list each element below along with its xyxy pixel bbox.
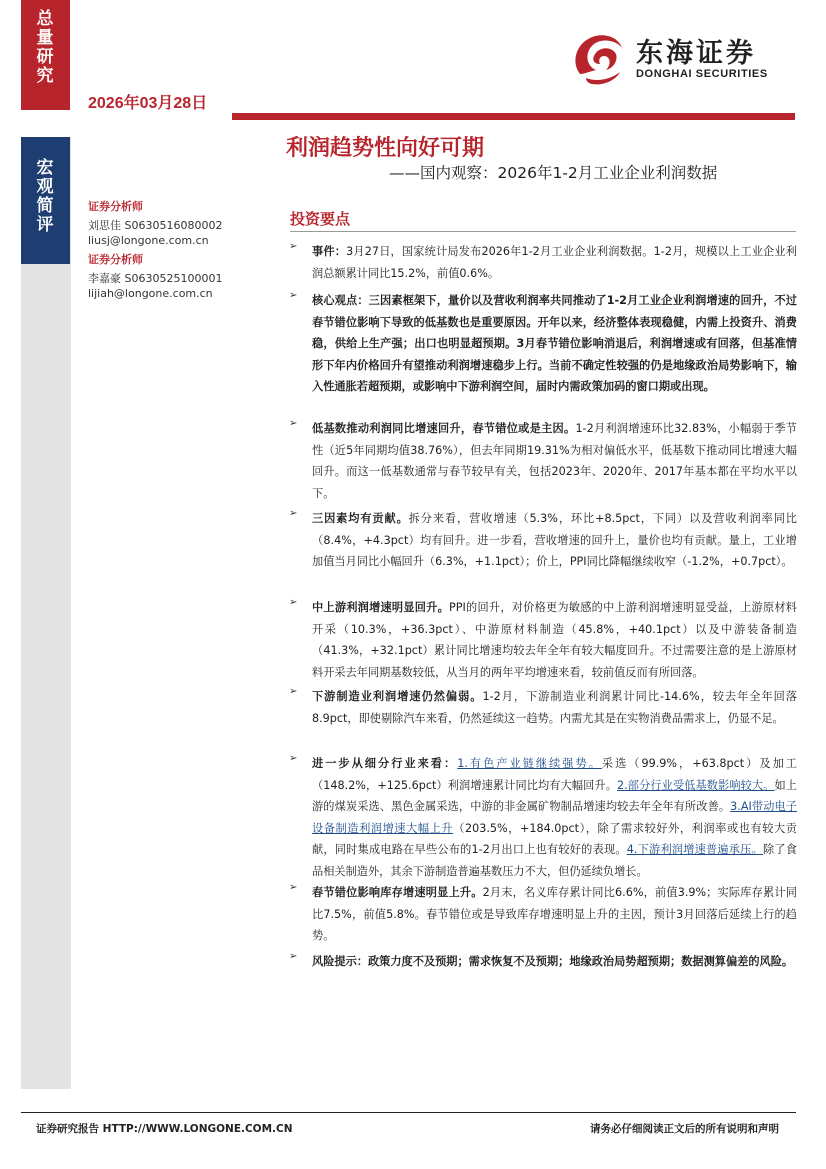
analyst-name-1: 刘思佳 S0630516080002	[88, 219, 223, 232]
report-category-block	[21, 137, 70, 264]
analyst-email-2[interactable]: lijiah@longone.com.cn	[88, 287, 213, 300]
logo-text-en: DONGHAI SECURITIES	[636, 68, 768, 80]
bullet-lead: 事件：	[312, 245, 347, 258]
bullet-lead: 春节错位影响库存增速明显上升。	[312, 886, 483, 899]
bullet-text	[312, 686, 797, 729]
bullet-lead: 下游制造业利润增速仍然偏弱。	[312, 690, 483, 703]
bullet-body: 拆分来看，营收增速（5.3%，环比+8.5pct，下同）以及营收利润率同比（8.4%，+4.3pct）均有回升。进一步看，营收增速的回升上，量价也均有贡献。量上，工业增加值当月同比小幅回升（6.3%，+1.1pct）；价上，PPI同比降幅继续收窄（-1.2%，+0.7pct）。	[312, 512, 797, 569]
company-logo	[566, 28, 796, 88]
bullet-lead: 中上游利润增速明显回升。	[312, 601, 450, 614]
analyst-name-2: 李嘉豪 S0630525100001	[88, 272, 223, 285]
bullet-lead: 低基数推动利润同比增速回升，春节错位或是主因。	[312, 422, 576, 435]
arrow-bullet-icon: ➢	[289, 686, 298, 697]
bullet-body: 2月末，名义库存累计同比6.6%，前值3.9%；实际库存累计同比7.5%，前值5.8%。春节错位或是导致库存增速明显上升的主因，预计3月回落后延续上行的趋势。	[312, 886, 797, 943]
report-type-block	[21, 0, 70, 110]
analyst-heading-1: 证券分析师	[88, 200, 143, 213]
bullet-body: PPI的回升，对价格更为敏感的中上游利润增速明显受益，上游原材料开采（10.3%，+36.3pct）、中游原材料制造（45.8%，+40.1pct）以及中游装备制造（41.3%，+32.1pct）累计同比增速均较去年全年有较大幅度回升。不过需要注意的是上游原材料开采去年同期基数较低，从当月的两年平均增速来看，较前值反而有所回落。	[312, 601, 797, 679]
bullet-text	[312, 508, 797, 573]
arrow-bullet-icon: ➢	[289, 290, 298, 301]
bullet-lead: 进一步从细分行业来看：	[312, 757, 458, 770]
bullet-body: 1-2月，下游制造业利润累计同比-14.6%，较去年全年回落8.9pct，即使剔除汽车来看，仍然延续这一趋势。内需尤其是在实物消费品需求上，仍显不足。	[312, 690, 797, 725]
sub-point-1-body: 采选（99.9%，+63.8pct）及加工（148.2%，+125.6pct）利润增速累计同比均有大幅回升。	[312, 757, 797, 792]
report-type-label: 总量研究	[36, 9, 54, 86]
bullet-lead: 风险提示：政策力度不及预期；需求恢复不及预期；地缘政治局势超预期；数据测算偏差的风险。	[312, 955, 794, 968]
sub-point-3: 3.AI带动电子设备制造利润增速大幅上升	[312, 800, 797, 835]
donghai-logo-icon	[566, 28, 630, 86]
logo-text-cn: 东海证券	[636, 38, 756, 69]
bullet-lead: 核心观点：三因素框架下，量价以及营收利润率共同推动了1-2月工业企业利润增速的回升，不过春节错位影响下导致的低基数也是重要原因。开年以来，经济整体表现稳健，内需上投资升、消费稳，供给上生产强；出口也明显超预期。3月春节错位影响消退后，利润增速或有回落，但基准情形下年内价格回升有望推动利润增速稳步上行。当前不确定性较强的仍是地缘政治局势影响下，输入性通胀若超预期，或影响中下游利润空间，届时内需政策加码的窗口期或出现。	[312, 294, 797, 394]
footer-left[interactable]: 证券研究报告 HTTP://WWW.LONGONE.COM.CN	[36, 1123, 293, 1135]
arrow-bullet-icon: ➢	[289, 882, 298, 893]
bullet-body: 3月27日，国家统计局发布2026年1-2月工业企业利润数据。1-2月，规模以上工业企业利润总额累计同比15.2%，前值0.6%。	[312, 245, 797, 280]
bullet-text	[312, 882, 797, 947]
page-subtitle: ——国内观察：2026年1-2月工业企业利润数据	[389, 164, 718, 182]
sidebar-background	[21, 137, 71, 1089]
arrow-bullet-icon: ➢	[289, 508, 298, 519]
sub-point-1: 1.有色产业链继续强势。	[457, 757, 602, 770]
analyst-email-1[interactable]: liusj@longone.com.cn	[88, 234, 209, 247]
header-rule	[232, 113, 795, 120]
arrow-bullet-icon: ➢	[289, 418, 298, 429]
sub-point-2-body: 如上游的煤炭采选、黑色金属采选，中游的非金属矿物制品增速均较去年全年有所改善。	[312, 778, 797, 814]
sub-point-4-body: 除了食品相关制造外，其余下游制造普遍基数压力不大，但仍延续负增长。	[312, 843, 797, 878]
arrow-bullet-icon: ➢	[289, 753, 298, 764]
report-category-label: 宏观简评	[36, 158, 54, 235]
bullet-body: 1-2月利润增速环比32.83%，小幅弱于季节性（近5年同期均值38.76%），但去年同期19.31%为相对偏低水平，低基数下推动同比增速大幅回升。而这一低基数通常与春节较早有关，包括2023年、2020年、2017年基本都在平均水平以下。	[312, 422, 797, 500]
page-title: 利润趋势性向好可期	[286, 136, 485, 161]
bullet-text	[312, 241, 797, 284]
sub-point-2: 2.部分行业受低基数影响较大。	[617, 778, 775, 792]
footer-disclaimer: 请务必仔细阅读正文后的所有说明和声明	[590, 1123, 779, 1135]
bullet-text	[312, 290, 797, 398]
key-points-heading: 投资要点	[290, 210, 351, 228]
arrow-bullet-icon: ➢	[289, 597, 298, 608]
key-points-rule	[290, 231, 796, 232]
bullet-lead: 三因素均有贡献。	[312, 512, 409, 525]
analyst-heading-2: 证券分析师	[88, 253, 143, 266]
footer-rule	[21, 1112, 796, 1113]
bullet-text	[312, 597, 797, 683]
sub-point-3-body: （203.5%，+184.0pct），除了需求较好外，利润率或也有较大贡献，同时集成电路在早些公布的1-2月出口上也有较好的表现。	[312, 821, 797, 857]
sub-point-4: 4.下游利润增速普遍承压。	[626, 843, 763, 857]
bullet-text	[312, 951, 797, 973]
arrow-bullet-icon: ➢	[289, 951, 298, 962]
bullet-text	[312, 753, 797, 883]
arrow-bullet-icon: ➢	[289, 241, 298, 252]
report-date: 2026年03月28日	[88, 95, 208, 112]
bullet-text	[312, 418, 797, 504]
